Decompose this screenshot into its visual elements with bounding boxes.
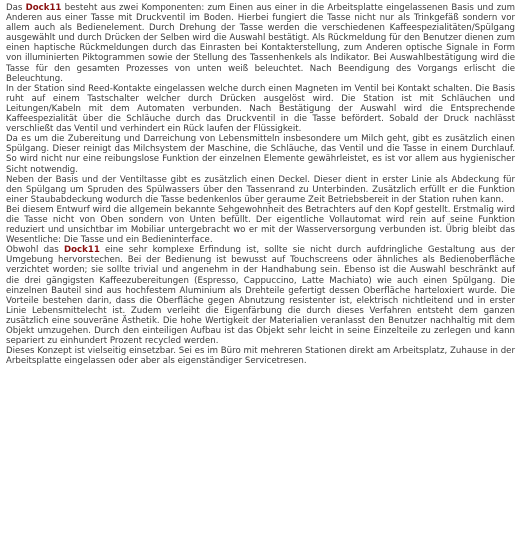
brand-name: Dock11 — [64, 245, 100, 256]
paragraph-text: Das — [6, 3, 26, 13]
brand-name: Dock11 — [25, 3, 62, 13]
paragraph-text: eine sehr komplexe Erfindung ist, sollte sie nicht durch aufdringliche Gestaltung aus der Umgebung hervorstechen. Bei der Bedienung ist bewusst auf Touchscreens oder ähnliches als Bedienoberfläche verzichtet worden; sie sollte trivial und angenehm in der Handhabung sein. Ebenso ist die Auswahl beschränkt auf die drei gängigsten Kaffeezubereitungen (Espresso, Cappuccino, Latte Machiato) wie auch einen Spülgang. Die einzelnen Bauteil sind aus hochfestem Aluminium als Drehteile gefertigt dessen Oberfläche harteloxiert wurde. Die Vorteile bestehen darin, dass die Oberfläche gegen Abnutzung resistenter ist, elektrisch nichtleitend und in erster Linie Lebensmittelecht ist. Zudem verleiht die Eigenfärbung die durch dieses Verfahren entsteht dem ganzen zusätzlich eine souveräne Ästhetik. Die hohe Wertigkeit der Materialien veranlasst den Benutzer nachhaltig mit dem Objekt umzugehen. Durch den einteiligen Aufbau ist das Objekt sehr leicht in seine Einzelteile zu zerlegen und kann separiert zu einhundert Prozent recycled werden. — [6, 245, 515, 347]
paragraph-text: Obwohl das — [6, 245, 65, 256]
paragraph-design: Bei diesem Entwurf wird die allgemein bekannte Sehgewohnheit des Betrachters auf den Kopf gestellt. Erstmalig wird die Tasse nicht von Oben sondern von Unten befüllt. Der eigentliche Vollautomat wird rein auf seine Funktion reduziert und unsichtbar im Mobiliar untergebracht wo er mit der Wasserversorgung verbunden ist. Übrig bleibt das Wesentliche: Die Tasse und ein Bedieninterface. — [6, 204, 515, 246]
paragraph-station: In der Station sind Reed-Kontakte eingelassen welche durch einen Magneten im Ventil bei Kontakt schalten. Die Basis ruht auf einem Tastschalter welcher durch Drücken ausgelöst wird. Die Station ist mit Schläuchen und Leitungen/Kabeln mit dem Automaten verbunden. Nach Bestätigung der Auswahl wird die Entsprechende Kaffeespezialität über die Schläuche durch das Druckventil in die Tasse befördert. Sobald der Druck nachlässt verschließt das Ventil und verhindert ein Rück laufen der Flüssigkeit. — [6, 83, 515, 135]
paragraph-lid: Neben der Basis und der Ventiltasse gibt es zusätzlich einen Deckel. Dieser dient in erster Linie als Abdeckung für den Spülgang um Spruden des Spülwassers über den Tassenrand zu Unterbinden. Zusätzlich erfüllt er die Funktion einer Staubabdeckung wodurch die Tasse bedenkenlos über geraume Zeit Betriebsbereit in der Station ruhen kann. — [6, 174, 515, 205]
paragraph-text: besteht aus zwei Komponenten: zum Einen aus einer in die Arbeitsplatte eingelassenen Basis und zum Anderen aus einer Tasse mit Druckventil im Boden. Hierbei fungiert die Tasse nicht nur als Trinkgefäß sondern vor allem auch als Bedienelement. Durch Drehung der Tasse werden die verschiedenen Kaffeespezialitäten/Spülgang ausgewählt und durch Drücken der Selben wird die Auswahl bestätigt. Als Rückmeldung für den Benutzer dienen zum einen haptische Rückmeldungen durch das Einrasten bei Kontakterstellung, zum Anderen optische Signale in Form von illuminierten Piktogrammen sowie der Stellung des Tassenhenkels als Indikator. Bei Auswahlbestätigung wird die Tasse für den gesamten Prozesses von unten weiß beleuchtet. Nach Beendigung des Vorgangs erlischt die Beleuchtung. — [6, 3, 515, 84]
paragraph-materials — [6, 245, 515, 346]
paragraph-usage: Dieses Konzept ist vielseitig einsetzbar. Sei es im Büro mit mehreren Stationen direkt am Arbeitsplatz, Zuhause in der Arbeitsplatte eingelassen oder aber als eigenständiger Servicetresen. — [6, 346, 515, 367]
paragraph-hygiene: Da es um die Zubereitung und Darreichung von Lebensmitteln insbesondere um Milch geht, gibt es zusätzlich einen Spülgang. Dieser reinigt das Milchsystem der Maschine, die Schläuche, das Ventil und die Tasse in einem Durchlauf. So wird nicht nur eine reibungslose Funktion der einzelnen Elemente gewährleistet, es ist vor allem aus hygienischer Sicht notwendig. — [6, 134, 515, 175]
paragraph-components — [6, 3, 515, 84]
